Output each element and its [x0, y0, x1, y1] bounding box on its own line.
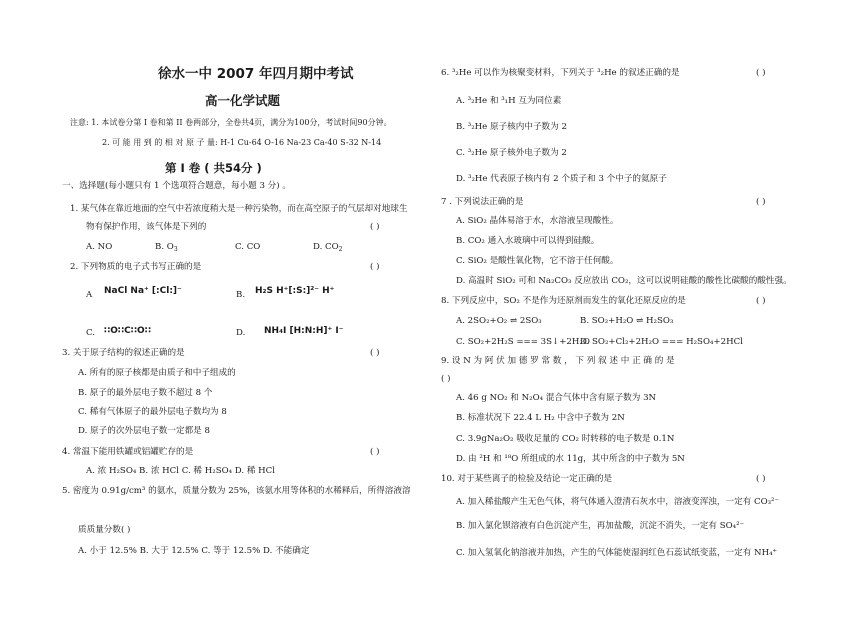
- q8-option-b: B. SO₂+H₂O ⇌ H₂SO₃: [580, 316, 674, 326]
- q1-option-d: D. $CO_2$: [313, 242, 343, 253]
- q8-option-a: A. 2SO₂+O₂ ⇌ 2SO₃: [456, 316, 542, 326]
- instruction-text: 一、选择题(每小题只有 1 个选项符合题意，每小题 3 分) 。: [62, 181, 291, 191]
- q1-answer-paren: ( ): [370, 222, 380, 232]
- exam-note-2: 2. 可 能 用 到 的 相 对 原 子 量: H-1 Cu-64 O-16 Na-23 Ca-40 S-32 N-14: [102, 138, 382, 147]
- q3-answer-paren: ( ): [370, 348, 380, 358]
- q5-stem: 5. 密度为 0.91g/cm³ 的氨水，质量分数为 25%，该氨水用等体积的水稀释后，所得溶液溶: [62, 486, 411, 496]
- q1-option-c: C. CO: [235, 242, 261, 252]
- q7-answer-paren: ( ): [756, 197, 766, 207]
- q5-options: A. 小于 12.5% B. 大于 12.5% C. 等于 12.5% D. 不能确定: [78, 546, 310, 556]
- q5-stem-cont: 质质量分数( ): [78, 525, 131, 535]
- q7-option-d: D. 高温时 SiO₂ 可和 Na₂CO₃ 反应放出 CO₂，这可以说明硅酸的酸性比碳酸的酸性强。: [456, 276, 792, 286]
- q4-options: A. 浓 H₂SO₄ B. 浓 HCl C. 稀 H₂SO₄ D. 稀 HCl: [86, 466, 275, 476]
- page-subtitle: 高一化学试题: [205, 93, 281, 108]
- q2-option-b-label: B.: [236, 290, 246, 300]
- q2-answer-paren: ( ): [370, 262, 380, 272]
- q9-option-a: A. 46 g NO₂ 和 N₂O₄ 混合气体中含有原子数为 3N: [456, 393, 657, 403]
- q2-option-b-formula: H₂S H⁺[:S:]²⁻ H⁺: [255, 286, 335, 296]
- q8-stem: 8. 下列反应中，SO₂ 不是作为还原剂而发生的氧化还原反应的是: [441, 296, 686, 306]
- q1-option-b: B. $O_3$: [155, 242, 178, 253]
- q9-option-d: D. 由 ²H 和 ¹⁸O 所组成的水 11g，其中所含的中子数为 5N: [456, 454, 685, 464]
- q2-stem: 2. 下列物质的电子式书写正确的是: [70, 262, 202, 272]
- q7-option-c: C. SiO₂ 是酸性氧化物，它不溶于任何酸。: [456, 256, 619, 266]
- q9-option-b: B. 标准状况下 22.4 L H₂ 中含中子数为 2N: [456, 413, 625, 423]
- q2-option-c-label: C.: [86, 328, 96, 338]
- exam-note-1: 注意: 1. 本试卷分第 I 卷和第 II 卷两部分，全卷共4页，满分为100分，考试时间90分钟。: [70, 118, 392, 127]
- q8-option-d: D. SO₂+Cl₂+2H₂O === H₂SO₄+2HCl: [580, 337, 743, 347]
- q3-option-b: B. 原子的最外层电子数不超过 8 个: [78, 388, 213, 398]
- q2-option-a-label: A: [86, 290, 93, 300]
- q7-option-b: B. CO₂ 通入水玻璃中可以得到硅酸。: [456, 236, 600, 246]
- q4-stem: 4. 常温下能用铁罐或铝罐贮存的是: [62, 447, 194, 457]
- q8-option-c: C. SO₂+2H₂S === 3S↓+2H₂O: [456, 337, 590, 347]
- q7-stem: 7 . 下列说法正确的是: [441, 197, 524, 207]
- q1-stem: 1. 某气体在靠近地面的空气中若浓度稍大是一种污染物，而在高空原子的气层却对地球生: [70, 204, 408, 214]
- q6-answer-paren: ( ): [756, 68, 766, 78]
- q7-option-a: A. SiO₂ 晶体易溶于水，水溶液呈现酸性。: [456, 216, 619, 226]
- q6-option-a: A. ³₂He 和 ³₁H 互为同位素: [456, 96, 562, 106]
- q2-option-a-formula: NaCl Na⁺ [:Cl:]⁻: [104, 286, 182, 296]
- q2-option-c-formula: ∷O∷C∷O∷: [104, 326, 151, 336]
- q10-answer-paren: ( ): [756, 474, 766, 484]
- q10-stem: 10. 对于某些离子的检验及结论一定正确的是: [441, 474, 613, 484]
- q10-option-b: B. 加入氯化钡溶液有白色沉淀产生，再加盐酸，沉淀不消失，一定有 SO₄²⁻: [456, 521, 745, 531]
- q2-option-d-label: D.: [236, 328, 246, 338]
- q3-option-c: C. 稀有气体原子的最外层电子数均为 8: [78, 407, 227, 417]
- q10-option-a: A. 加入稀盐酸产生无色气体，将气体通入澄清石灰水中，溶液变浑浊，一定有 CO₃²⁻: [456, 497, 780, 507]
- q1-option-a: A. NO: [86, 242, 113, 252]
- q1-stem-cont: 物有保护作用，该气体是下列的: [86, 222, 207, 232]
- q3-option-d: D. 原子的次外层电子数一定都是 8: [78, 426, 210, 436]
- q9-stem: 9. 设 N 为 阿 伏 加 德 罗 常 数 ， 下 列 叙 述 中 正 确 的 是: [441, 356, 675, 366]
- q6-stem: 6. ³₂He 可以作为核聚变材料，下列关于 ³₂He 的叙述正确的是: [441, 68, 680, 78]
- q9-answer-paren: ( ): [441, 374, 451, 384]
- q3-option-a: A. 所有的原子核都是由质子和中子组成的: [78, 368, 236, 378]
- q4-answer-paren: ( ): [370, 447, 380, 457]
- q6-option-c: C. ³₂He 原子核外电子数为 2: [456, 148, 567, 158]
- q9-option-c: C. 3.9gNa₂O₂ 吸收足量的 CO₂ 时转移的电子数是 0.1N: [456, 434, 675, 444]
- q10-option-c: C. 加入氢氧化钠溶液并加热，产生的气体能使湿润红色石蕊试纸变蓝，一定有 NH₄⁺: [456, 548, 778, 558]
- q8-answer-paren: ( ): [756, 296, 766, 306]
- q3-stem: 3. 关于原子结构的叙述正确的是: [62, 348, 185, 358]
- q2-option-d-formula: NH₄I [H:N:H]⁺ I⁻: [264, 326, 344, 336]
- page-title: 徐水一中 2007 年四月期中考试: [158, 66, 354, 82]
- q6-option-d: D. ³₂He 代表原子核内有 2 个质子和 3 个中子的氦原子: [456, 174, 667, 184]
- q6-option-b: B. ³₂He 原子核内中子数为 2: [456, 122, 567, 132]
- section-heading: 第 I 卷 ( 共54分 ): [165, 161, 262, 175]
